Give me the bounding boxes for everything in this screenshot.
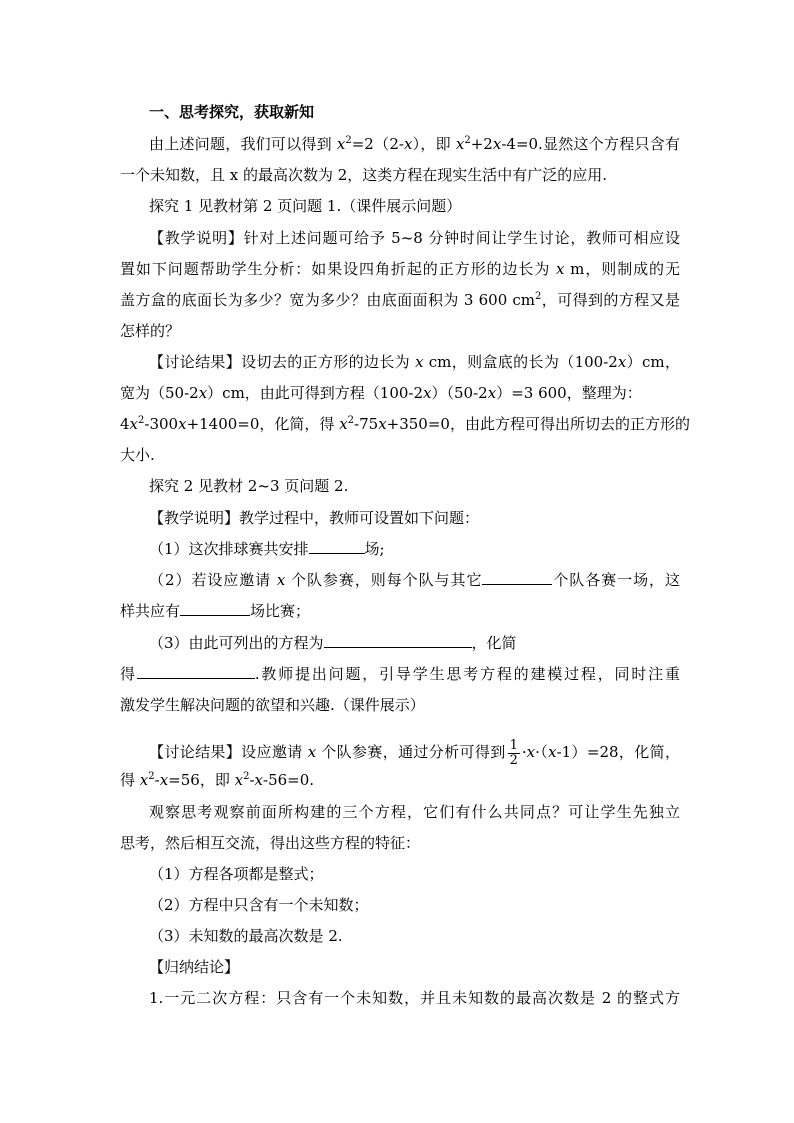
fraction: $\frac{1}{2}$ (509, 737, 518, 768)
answer-blank (180, 600, 250, 616)
answer-blank (324, 632, 472, 648)
explore-2-title: 探究 2 见教材 2~3 页问题 2. (149, 477, 349, 495)
question-3-cont: 得 .教师提出问题，引导学生思考方程的建模过程，同时注重 (120, 665, 680, 683)
explore-1-title: 探究 1 见教材第 2 页问题 1.（课件展示问题） (149, 197, 462, 215)
answer-blank (309, 538, 365, 554)
question-3-cont: 激发学生解决问题的欲望和兴趣.（课件展示） (120, 696, 425, 714)
teaching-note-line: 置如下问题帮助学生分析：如果设四角折起的正方形的边长为 x m，则制成的无 (120, 260, 680, 278)
question-2: （2）若设应邀请 x 个队参赛，则每个队与其它 个队各赛一场，这 (149, 571, 680, 589)
summary-heading: 【归纳结论】 (149, 958, 240, 976)
feature-1: （1）方程各项都是整式； (149, 865, 324, 883)
discussion-result-line: 大小. (120, 446, 155, 464)
question-2-cont: 样共应有 场比赛； (120, 602, 311, 620)
observation-line: 思考，然后相互交流，得出这些方程的特征： (120, 834, 421, 852)
discussion-result-line: 【讨论结果】设应邀请 x 个队参赛，通过分析可得到 $\frac{1}{2}$ ·x·（x-1）=28，化简， (149, 737, 680, 768)
discussion-result-line: 宽为（50-2x）cm，由此可得到方程（100-2x）（50-2x）=3 600，整理为： (120, 384, 642, 402)
teaching-note-line: 【教学说明】教学过程中，教师可设置如下问题： (149, 509, 480, 527)
discussion-result-line: 【讨论结果】设切去的正方形的边长为 x cm，则盒底的长为（100-2x）cm， (149, 353, 681, 371)
question-3: （3）由此可列出的方程为 ，化简 (149, 634, 517, 652)
section-heading: 一、思考探究，获取新知 (149, 103, 315, 121)
feature-2: （2）方程中只含有一个未知数； (149, 896, 369, 914)
teaching-note-line: 【教学说明】针对上述问题可给予 5~8 分钟时间让学生讨论，教师可相应设 (149, 229, 680, 247)
definition-line: 1.一元二次方程：只含有一个未知数，并且未知数的最高次数是 2 的整式方 (149, 989, 680, 1007)
answer-blank (482, 569, 552, 585)
paragraph-line: 由上述问题，我们可以得到 $x^2=2(2-x)$，即 $x^2+2x-4=0$.显然这个方程只含有 (149, 135, 680, 153)
paragraph-line: 一个未知数，且 x 的最高次数为 2，这类方程在现实生活中有广泛的应用. (120, 166, 608, 184)
answer-blank (137, 663, 255, 679)
teaching-note-line: 怎样的？ (120, 322, 181, 340)
discussion-result-line: 得 $x^2-x=56$，即 $x^2-x-56=0$. (120, 771, 315, 789)
question-1: （1）这次排球赛共安排 场; (149, 540, 385, 558)
observation-line: 观察思考观察前面所构建的三个方程，它们有什么共同点？可让学生先独立 (149, 803, 680, 821)
teaching-note-line: 盖方盒的底面长为多少？宽为多少？由底面面积为 3 600 $cm^2$，可得到的方程又是 (120, 291, 680, 309)
feature-3: （3）未知数的最高次数是 2. (149, 927, 343, 945)
discussion-result-line: $4x^2-300x+1400=0$，化简，得 $x^2-75x+350=0$，由此方程可得出所切去的正方形的 (120, 415, 690, 433)
